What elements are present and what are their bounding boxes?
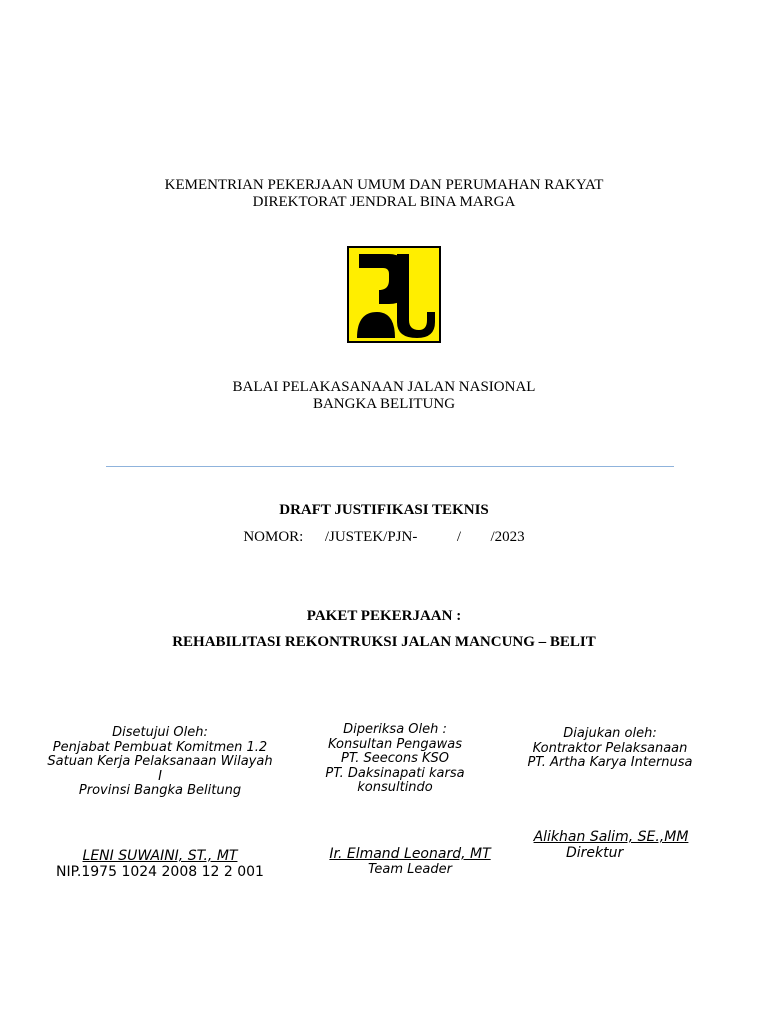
reviewed-heading: Diperiksa Oleh :: [343, 722, 447, 737]
reviewed-line2: PT. Seecons KSO: [340, 751, 449, 766]
pupr-logo-icon: [347, 246, 441, 343]
nomor-code: /JUSTEK/PJN-: [324, 529, 418, 545]
package-label: PAKET PEKERJAAN :: [306, 608, 462, 624]
nomor-label: NOMOR:: [243, 529, 304, 545]
approved-heading: Disetujui Oleh:: [112, 725, 208, 740]
approved-line1: Penjabat Pembuat Komitmen 1.2: [52, 739, 268, 755]
approved-signature: [40, 848, 280, 880]
nomor-year: /2023: [490, 529, 525, 545]
reviewed-line1: Konsultan Pengawas: [328, 736, 462, 752]
submitter-name: Alikhan Salim, SE.,MM: [533, 829, 689, 845]
divider-line: [106, 466, 674, 467]
directorate-name: DIREKTORAT JENDRAL BINA MARGA: [252, 194, 516, 210]
submitted-heading: Diajukan oleh:: [563, 726, 657, 741]
document-title: DRAFT JUSTIFIKASI TEKNIS: [279, 502, 489, 518]
submitted-signature: [526, 829, 696, 861]
package-name: REHABILITASI REKONTRUKSI JALAN MANCUNG – BELIT: [172, 634, 596, 650]
ministry-header: [0, 177, 768, 211]
reviewed-block: [310, 723, 480, 796]
nomor-separator: /: [456, 529, 462, 545]
approved-block: [40, 726, 280, 799]
balai-name: BALAI PELAKASANAAN JALAN NASIONAL: [232, 379, 536, 395]
ministry-name: KEMENTRIAN PEKERJAAN UMUM DAN PERUMAHAN RAKYAT: [164, 177, 604, 193]
submitted-block: [520, 727, 700, 771]
submitter-role: Direktur: [566, 845, 624, 861]
reviewer-role: Team Leader: [368, 862, 452, 877]
document-number: [0, 529, 768, 546]
approved-line4: Provinsi Bangka Belitung: [78, 783, 242, 798]
reviewed-line3: PT. Daksinapati karsa: [325, 765, 465, 781]
approved-line2: Satuan Kerja Pelaksanaan Wilayah: [47, 754, 273, 769]
approver-nip: NIP.1975 1024 2008 12 2 001: [56, 864, 264, 880]
reviewed-signature: [305, 846, 515, 878]
approved-line3: I: [158, 768, 162, 784]
balai-header: [0, 379, 768, 413]
submitted-line2: PT. Artha Karya Internusa: [527, 755, 693, 770]
balai-region: BANGKA BELITUNG: [312, 396, 456, 412]
approver-name: LENI SUWAINI, ST., MT: [82, 848, 238, 864]
submitted-line1: Kontraktor Pelaksanaan: [532, 740, 688, 756]
reviewer-name: Ir. Elmand Leonard, MT: [329, 846, 491, 862]
reviewed-line4: konsultindo: [357, 780, 433, 795]
